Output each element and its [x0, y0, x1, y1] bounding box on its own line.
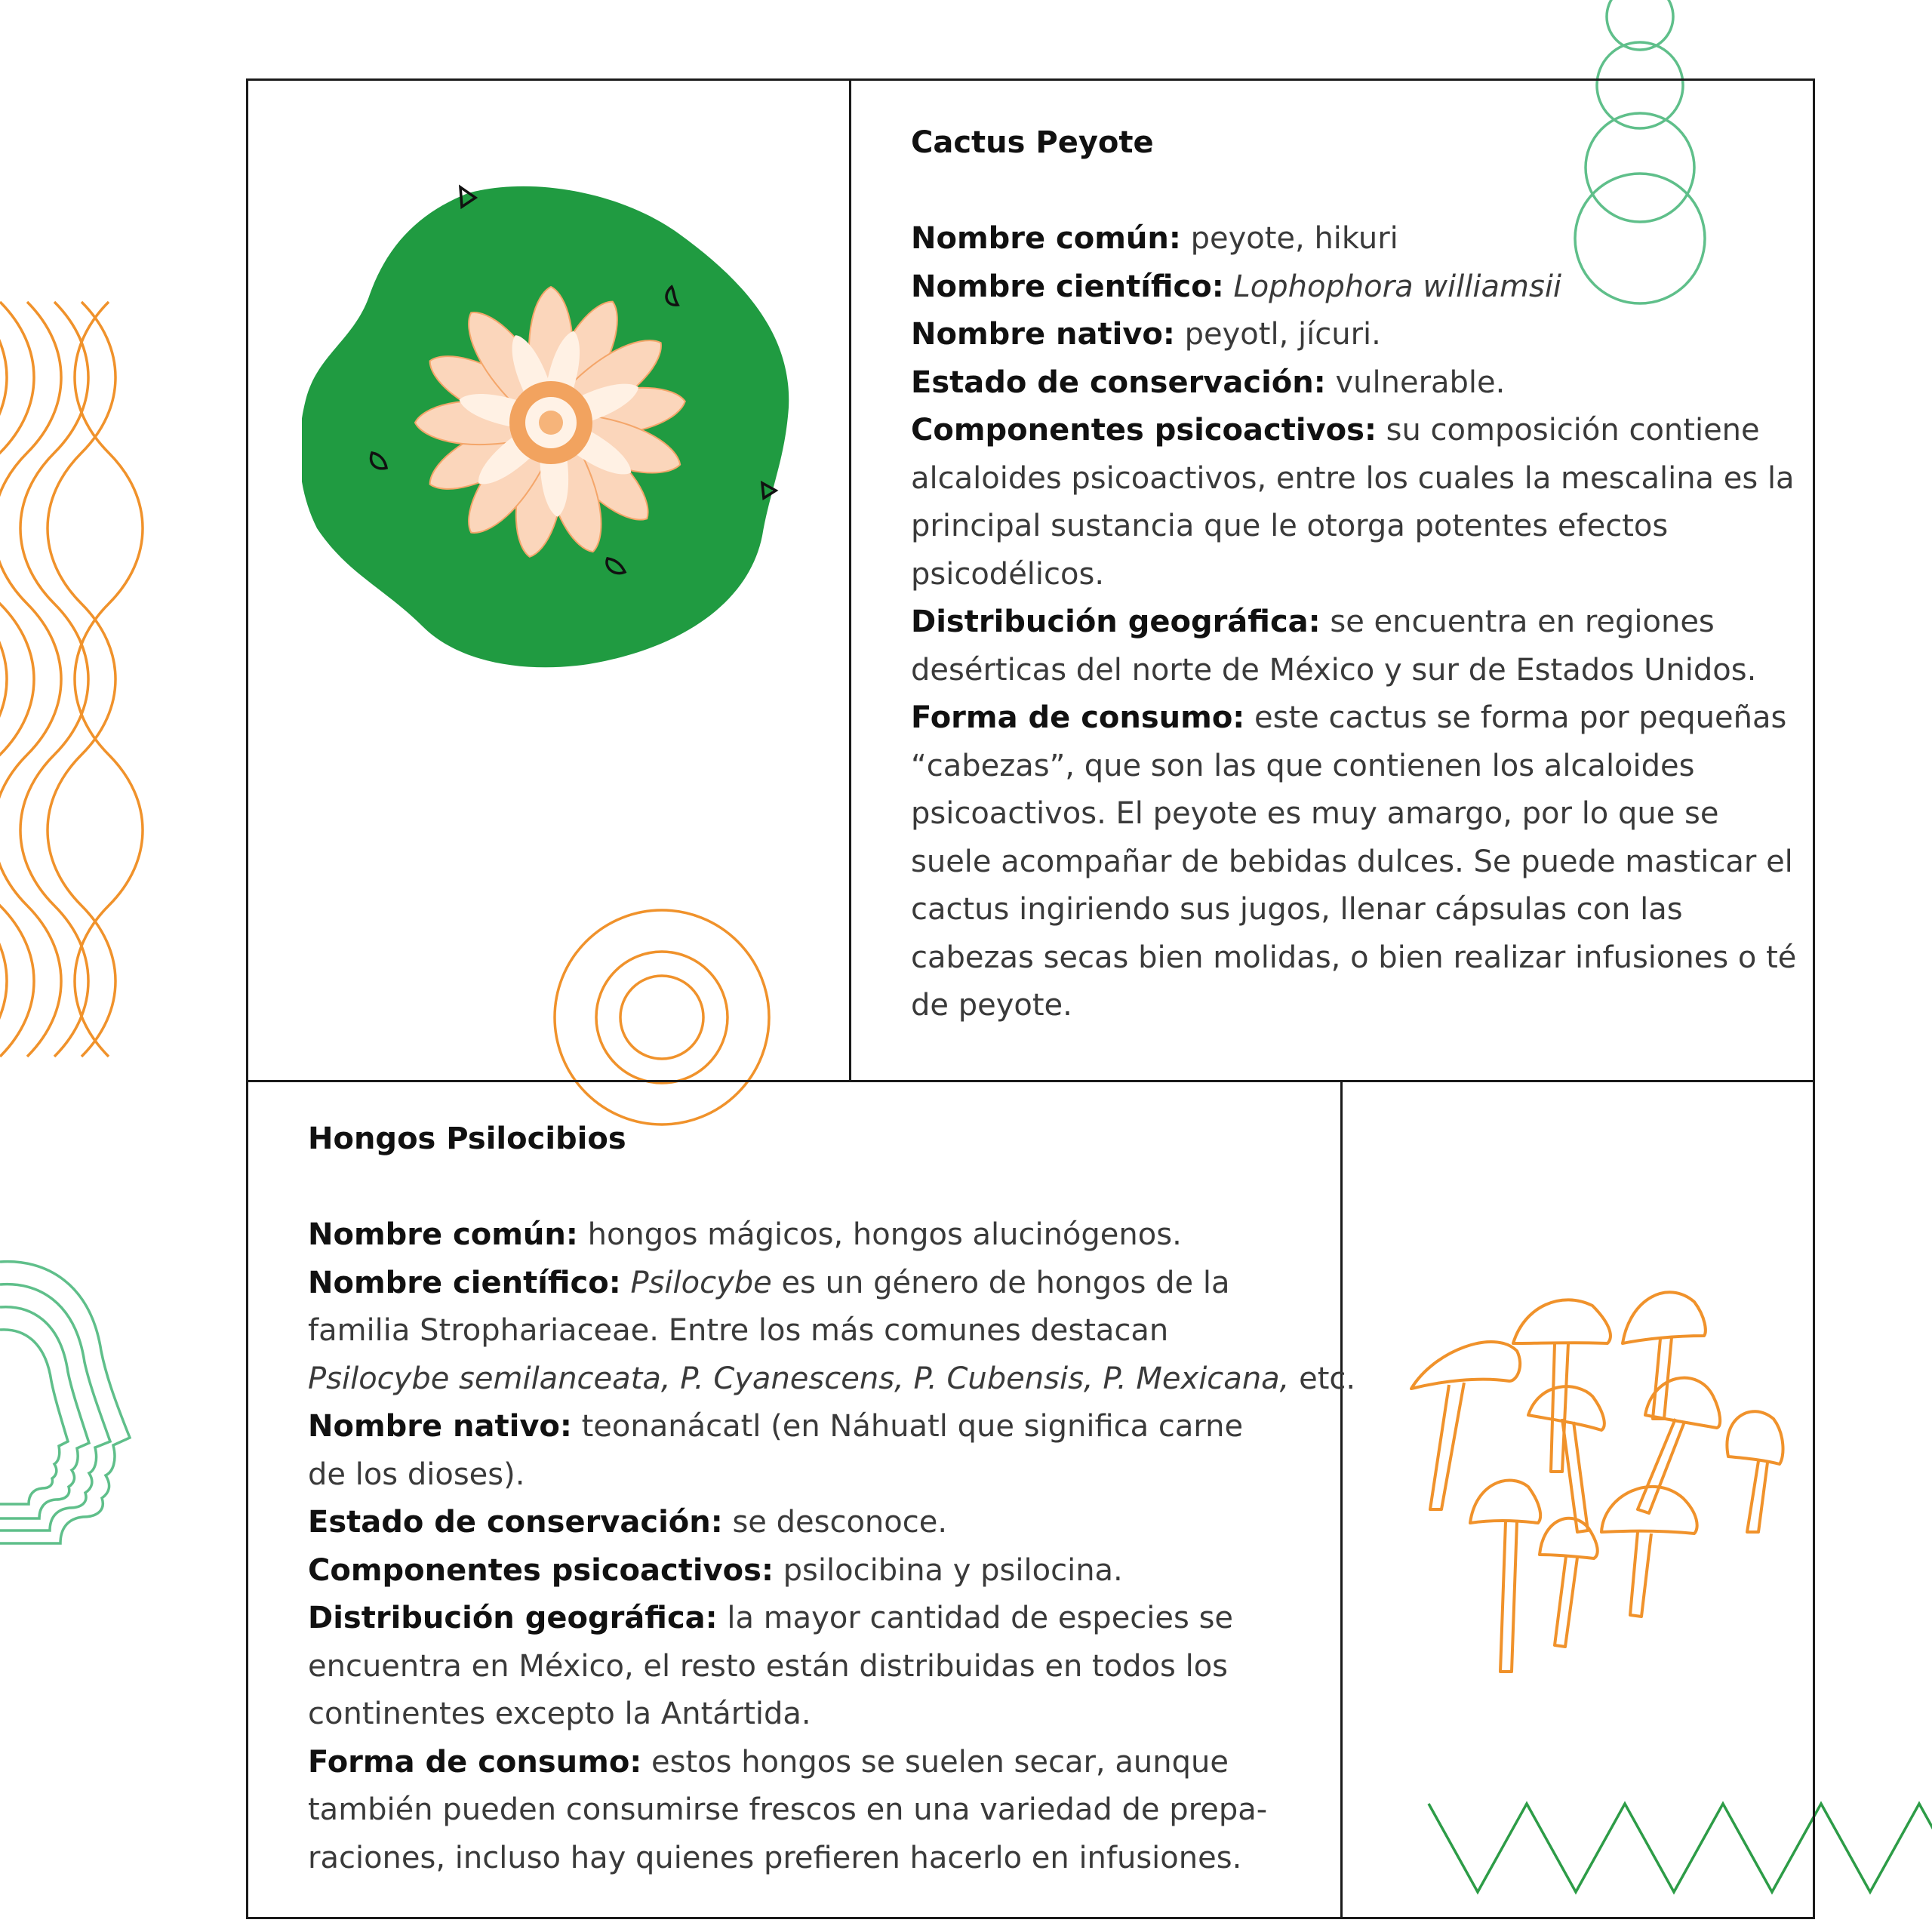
- peyote-nombre-cientifico: Nombre científico: Lophophora williamsii: [911, 269, 1562, 304]
- hongos-componentes: Componentes psicoactivos: psilocibina y psilocina.: [308, 1552, 1123, 1588]
- mushroom-cap: [1513, 1300, 1611, 1343]
- mushroom-cap: [1470, 1480, 1540, 1523]
- mushrooms-illustration: [1404, 1283, 1796, 1690]
- hongos-consumo: Forma de consumo: estos hongos se suelen secar, aunque: [308, 1744, 1229, 1780]
- hongos-nombre-cientifico-cont: familia Strophariaceae. Entre los más comunes destacan: [308, 1313, 1169, 1348]
- hongos-distribucion-cont: continentes excepto la Antártida.: [308, 1697, 811, 1731]
- hongos-species: Psilocybe semilanceata, P. Cyanescens, P. Cubensis, P. Mexicana, etc.: [308, 1361, 1356, 1396]
- peyote-nombre-comun: Nombre común: peyote, hikuri: [911, 221, 1398, 256]
- mushroom-stem: [1747, 1461, 1767, 1532]
- peyote-componentes: Componentes psicoactivos: su composición contiene alcaloides psicoactivos, entre los cuales la mescalina es la principal sustancia que le otorga potentes efectos psicodélicos.: [911, 413, 1795, 592]
- peyote-divider: [849, 78, 851, 1082]
- hongos-divider: [1340, 1080, 1343, 1919]
- hongos-nombre-nativo-cont: de los dioses).: [308, 1457, 525, 1492]
- mushroom-stem: [1562, 1419, 1588, 1532]
- mushroom-cap: [1727, 1411, 1783, 1464]
- peyote-estado: Estado de conservación: vulnerable.: [911, 365, 1506, 400]
- hongos-distribucion: Distribución geográfica: la mayor cantidad de especies se: [308, 1601, 1234, 1635]
- mushroom-cap: [1623, 1292, 1706, 1343]
- peyote-consumo: Forma de consumo: este cactus se forma por pequeñas “cabezas”, que son las que contienen los alcaloides psicoactivos. El peyote es muy amargo, por lo que se suele acompañar de bebidas dulces. Se puede masticar el cactus ingiriendo sus jugos, llenar cápsulas con las cabezas secas bien molidas, o bien realizar infusiones o té de peyote.: [911, 700, 1797, 1023]
- hongos-title: Hongos Psilocibios: [308, 1121, 626, 1156]
- mushroom-stem: [1653, 1337, 1672, 1419]
- peyote-nombre-nativo: Nombre nativo: peyotl, jícuri.: [911, 317, 1381, 352]
- hongos-description: [308, 1115, 1356, 1882]
- hongos-nombre-cientifico: Nombre científico: Psilocybe es un género de hongos de la: [308, 1265, 1230, 1300]
- hongos-consumo-cont: raciones, incluso hay quienes prefieren hacerlo en infusiones.: [308, 1840, 1242, 1875]
- hongos-estado: Estado de conservación: se desconoce.: [308, 1505, 948, 1540]
- mushroom-stem: [1430, 1383, 1464, 1509]
- head-profile-icon: [0, 1262, 130, 1543]
- peyote-distribucion: Distribución geográfica: se encuentra en regiones desérticas del norte de México y sur de Estados Unidos.: [911, 605, 1757, 688]
- hongos-consumo-cont: también pueden consumirse frescos en una variedad de prepa-: [308, 1792, 1268, 1827]
- peyote-description: [911, 119, 1801, 1030]
- mushroom-stem: [1500, 1521, 1517, 1672]
- hongos-nombre-nativo: Nombre nativo: teonanácatl (en Náhuatl que significa carne: [308, 1409, 1244, 1444]
- mushroom-stem: [1638, 1419, 1684, 1513]
- peyote-flower-illustration: [302, 181, 800, 679]
- peyote-title: Cactus Peyote: [911, 125, 1154, 160]
- orange-wave-lines: [0, 302, 143, 1057]
- mushroom-cap: [1540, 1518, 1598, 1558]
- mushroom-stem: [1555, 1556, 1577, 1647]
- hongos-nombre-comun: Nombre común: hongos mágicos, hongos alucinógenos.: [308, 1217, 1182, 1252]
- mushroom-cap: [1411, 1342, 1520, 1389]
- mushroom-stem: [1630, 1532, 1651, 1617]
- hongos-distribucion-cont: encuentra en México, el resto están distribuidas en todos los: [308, 1648, 1229, 1684]
